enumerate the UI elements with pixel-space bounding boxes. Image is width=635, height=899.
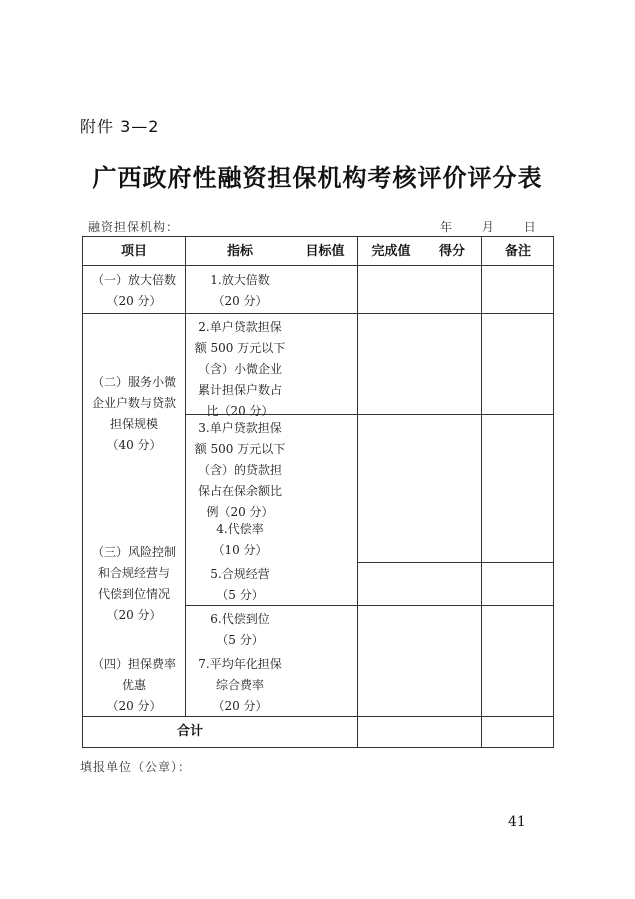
fill-unit-label: 填报单位（公章）： <box>80 760 192 774</box>
section-text-line: 代偿到位情况 <box>97 587 170 601</box>
header-target: 目标值 <box>305 244 345 259</box>
header-indicator: 指标 <box>226 244 253 259</box>
section-text-line: （40 分） <box>106 438 162 452</box>
section-text-line: （二）服务小微 <box>91 375 176 389</box>
indicator-text-line: （20 分） <box>212 699 268 713</box>
section-cell <box>84 372 184 456</box>
indicator-text-line: 保占在保余额比 <box>197 484 282 498</box>
day-label: 日 <box>523 220 536 234</box>
header-completed: 完成值 <box>371 244 411 259</box>
indicator-text-line: 1.放大倍数 <box>210 273 270 287</box>
indicator-text-line: 2.单户贷款担保 <box>198 320 282 334</box>
section-text-line: （20 分） <box>106 608 162 622</box>
section-text-line: （三）风险控制 <box>91 545 176 559</box>
year-label: 年 <box>440 220 453 234</box>
indicator-cell <box>188 654 292 717</box>
section-text-line: 和合规经营与 <box>97 566 170 580</box>
indicator-text-line: 6.代偿到位 <box>210 612 270 626</box>
indicator-text-line: 额 500 万元以下 <box>194 341 286 355</box>
section-text-line: 担保规模 <box>109 417 158 431</box>
section-text-line: 企业户数与贷款 <box>91 396 176 410</box>
indicator-text-line: 额 500 万元以下 <box>194 442 286 456</box>
indicator-text-line: （含）的贷款担 <box>197 463 282 477</box>
indicator-text-line: （5 分） <box>216 633 264 647</box>
indicator-cell <box>188 317 292 422</box>
indicator-text-line: （20 分） <box>212 294 268 308</box>
guarantee-org-label: 融资担保机构： <box>88 220 180 234</box>
attachment-label: 附件 3—2 <box>80 117 160 136</box>
indicator-text-line: 例（20 分） <box>206 505 274 519</box>
header-note: 备注 <box>504 244 531 259</box>
page-title: 广西政府性融资担保机构考核评价评分表 <box>92 163 543 192</box>
indicator-text-line: 累计担保户数占 <box>197 383 282 397</box>
indicator-text-line: （10 分） <box>212 543 268 557</box>
section-text-line: （一）放大倍数 <box>91 273 176 287</box>
indicator-cell <box>188 418 292 523</box>
indicator-cell <box>188 609 292 651</box>
header-score: 得分 <box>438 244 465 259</box>
indicator-cell <box>188 270 292 312</box>
section-text-line: （20 分） <box>106 699 162 713</box>
indicator-text-line: （5 分） <box>216 588 264 602</box>
indicator-text-line: 7.平均年化担保 <box>198 657 282 671</box>
month-label: 月 <box>481 220 494 234</box>
indicator-text-line: 综合费率 <box>215 678 264 692</box>
section-cell <box>84 270 184 312</box>
indicator-cell <box>188 564 292 606</box>
total-label: 合计 <box>176 724 203 739</box>
section-text-line: （20 分） <box>106 294 162 308</box>
indicator-text-line: 比（20 分） <box>206 404 274 418</box>
section-cell <box>84 542 184 626</box>
section-cell <box>84 654 184 717</box>
header-item: 项目 <box>120 244 147 259</box>
indicator-text-line: （含）小微企业 <box>197 362 282 376</box>
section-text-line: 优惠 <box>121 678 146 692</box>
indicator-text-line: 4.代偿率 <box>216 522 264 536</box>
indicator-text-line: 3.单户贷款担保 <box>198 421 282 435</box>
indicator-cell <box>188 519 292 561</box>
page-number: 41 <box>508 814 526 830</box>
indicator-text-line: 5.合规经营 <box>210 567 270 581</box>
section-text-line: （四）担保费率 <box>91 657 176 671</box>
